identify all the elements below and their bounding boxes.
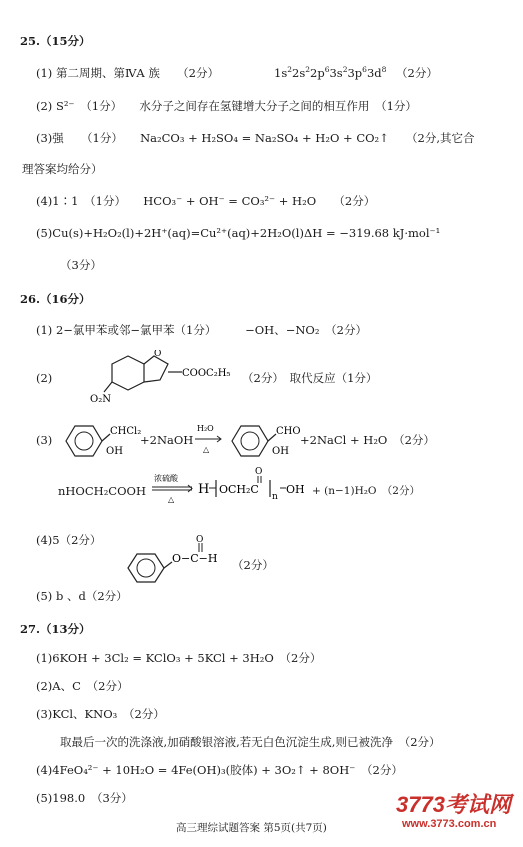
q26-part5: (5) b 、d（2分） bbox=[36, 589, 128, 603]
q25-heading: 25.（15分） bbox=[20, 34, 91, 48]
benzofuran-o: O bbox=[154, 350, 162, 359]
reactant-chcl2: CHCl₂ bbox=[110, 426, 142, 437]
q25-part5: (5)Cu(s)+H₂O₂(l)+2H⁺(aq)=Cu²⁺(aq)+2H₂O(l)ΔH = −319.68 kJ·mol⁻¹ bbox=[36, 226, 441, 240]
reactant-oh: OH bbox=[106, 446, 123, 457]
watermark-logo: 3773考试网 bbox=[396, 792, 511, 817]
q25-part2: (2) S²⁻ （1分） 水分子之间存在氢键增大分子之间的相互作用 （1分） bbox=[36, 99, 417, 113]
product-oh: OH bbox=[272, 446, 289, 457]
arrow-condition-bottom: △ bbox=[203, 445, 210, 454]
poly-h: H bbox=[198, 482, 210, 497]
poly-unit: OCH₂C bbox=[219, 483, 259, 496]
q26-part2-tail: （2分） 取代反应（1分） bbox=[242, 371, 378, 385]
page-footer: 高三理综试题答案 第5页(共7页) bbox=[176, 822, 327, 834]
poly-condition-bottom: △ bbox=[168, 495, 175, 504]
q25-part1-text: (1) 第二周期、第ⅣA 族 （2分） bbox=[36, 66, 219, 80]
q25-part1-score: （2分） bbox=[396, 66, 438, 80]
q27-part5: (5)198.0 （3分） bbox=[36, 791, 133, 805]
reaction-arrow bbox=[193, 420, 225, 460]
q27-part3-cont: 取最后一次的洗涤液,加硝酸银溶液,若无白色沉淀生成,则已被洗净 （2分） bbox=[60, 735, 441, 749]
q25-part3: (3)强 （1分） Na₂CO₃ + H₂SO₄ = Na₂SO₄ + H₂O + CO₂↑ （2分,其它合 bbox=[36, 131, 475, 145]
ester-group: O−C−H bbox=[172, 552, 218, 565]
poly-oh: OH bbox=[286, 483, 305, 496]
q27-part1: (1)6KOH + 3Cl₂ = KClO₃ + 5KCl + 3H₂O （2分） bbox=[36, 651, 322, 665]
q25-part1-config: $1s^22s^22p^63s^23p^63d^8$ bbox=[274, 65, 387, 80]
q26-part4-score: （2分） bbox=[232, 558, 274, 572]
q26-part1: (1) 2−氯甲苯或邻−氯甲苯（1分） −OH、−NO₂ （2分） bbox=[36, 323, 367, 337]
q27-heading: 27.（13分） bbox=[20, 622, 91, 636]
product-cho: CHO bbox=[276, 426, 301, 437]
watermark-url: www.3773.com.cn bbox=[402, 818, 497, 830]
benzofuran-ester: COOC₂H₅ bbox=[182, 368, 231, 379]
q26-part3-label: (3) bbox=[36, 433, 53, 447]
q27-part2: (2)A、C （2分） bbox=[36, 679, 129, 693]
poly-reactant: nHOCH₂COOH bbox=[58, 484, 146, 498]
poly-condition: 浓硫酸 bbox=[154, 474, 178, 483]
q27-part4: (4)4FeO₄²⁻ + 10H₂O = 4Fe(OH)₃(胶体) + 3O₂↑ + 8OH⁻ （2分） bbox=[36, 763, 403, 777]
benzofuran-structure bbox=[90, 350, 240, 406]
q26-part3-reagent: +2NaOH bbox=[140, 433, 194, 447]
q26-part3-tail: +2NaCl + H₂O （2分） bbox=[300, 433, 435, 447]
q25-part3-cont: 理答案均给分） bbox=[22, 162, 103, 176]
poly-carbonyl-o: O bbox=[255, 467, 263, 477]
benzofuran-nitro: O₂N bbox=[90, 394, 111, 405]
poly-n: n bbox=[272, 492, 278, 502]
q27-part3: (3)KCl、KNO₃ （2分） bbox=[36, 707, 165, 721]
q25-part1 bbox=[36, 65, 438, 80]
arrow-condition-top: H₂O bbox=[197, 424, 214, 433]
q26-heading: 26.（16分） bbox=[20, 292, 91, 306]
q26-part4: (4)5（2分） bbox=[36, 533, 102, 547]
phenyl-formate-structure bbox=[120, 532, 250, 588]
poly-arrow bbox=[150, 472, 196, 506]
q26-part2-label: (2) bbox=[36, 371, 53, 385]
ester-carbonyl-o: O bbox=[196, 535, 204, 545]
q25-part4: (4)1∶1 （1分） HCO₃⁻ + OH⁻ = CO₃²⁻ + H₂O （2分） bbox=[36, 194, 376, 208]
q25-part5-score: （3分） bbox=[60, 258, 102, 272]
poly-tail: + (n−1)H₂O （2分） bbox=[312, 485, 420, 497]
